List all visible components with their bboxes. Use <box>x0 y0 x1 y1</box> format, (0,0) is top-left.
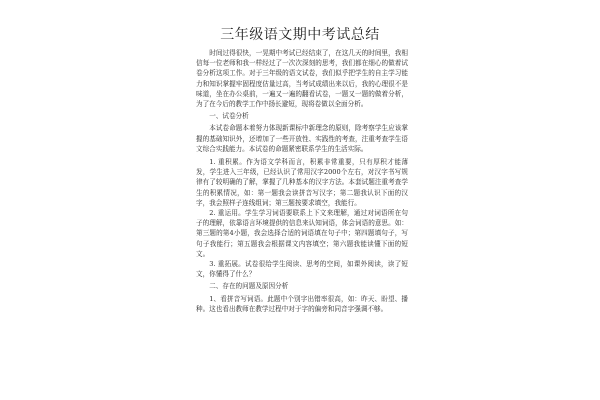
point-extension: 3. 重拓展。试卷很给学生阅读、思考的空间，如课外阅读，读了短文，你懂得了什么？ <box>196 260 408 279</box>
section-heading-problems: 二、存在的问题及原因分析 <box>209 282 289 291</box>
document-body <box>196 48 408 314</box>
section-heading-analysis: 一、试卷分析 <box>209 112 249 121</box>
intro-paragraph: 时间过得很快，一晃期中考试已经结束了，在这几天的时间里，我相信每一位老师和我一样经过了一次次深刻的思考，我们都在细心的做着试卷分析这项工作。对于三年级的语文试卷，我们似乎把学生的自主学习能力和知识掌握牢固程度估量过高，当考试成绩出来以后，我的心理很不是味道，坐在办公桌前，一遍又一遍的翻看试卷，一题又一题的做着分析，为了在今后的教学工作中扬长避短，现将卷做以全面分析。 <box>196 49 408 109</box>
document-title: 三年级语文期中考试总结 <box>220 27 380 43</box>
problem-pinyin: 1、看拼音写词语。此题中个别字出错率很高，如：昨天、盼望、播种。这也看出教师在教学过程中对于字的偏旁和同音字强调不够。 <box>196 294 408 313</box>
point-application: 2. 重运用。学生学习词语要联系上下文来理解，通过对词语所在句子的理解，依靠语言环境提供的信息来认知词语，体会词语的意思。如：第三题的第4小题，我会选择合适的词语填在句子中；第四题填句子，写句子我能行；第五题我会根据课文内容填空；第六题我能读懂下面的短文。 <box>196 209 408 258</box>
point-accumulation: 1. 重积累。作为语文学科而言，积累非常重要，只有厚积才能薄发，学生进入三年级，已经认识了常用汉字2000个左右，对汉字书写规律有了较明确的了解，掌握了几种基本的汉字方法。本套试题注重考查学生的积累情况，如：第一题我会读拼音写汉字；第二题我认识下面的汉字，我会照样子连线组词；第三题按要求填空，我能行。 <box>196 158 408 207</box>
analysis-paragraph: 本试卷命题本着努力体现新课标中新理念的原则，除考察学生应该掌握的基础知识外，还增加了一些开放性、实践性的考查，注重考查学生语文综合实践能力。本试卷的命题紧密联系学生的生活实际。 <box>196 124 408 153</box>
